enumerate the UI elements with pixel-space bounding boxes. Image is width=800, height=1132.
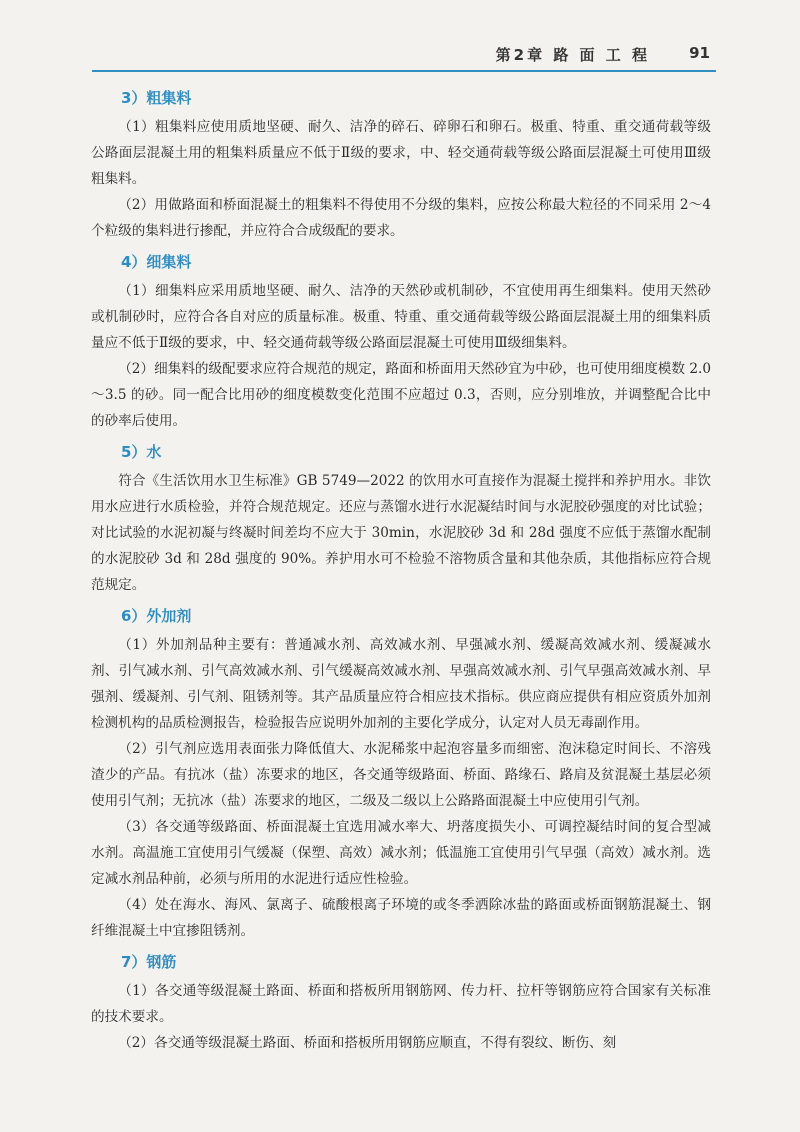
section-title-admixture: 6）外加剂	[121, 607, 192, 625]
paragraph: （2）各交通等级混凝土路面、桥面和搭板所用钢筋应顺直，不得有裂纹、断伤、刻	[118, 1035, 617, 1051]
section-title-water: 5）水	[121, 443, 162, 461]
section-title-fine-aggregate: 4）细集料	[121, 253, 192, 271]
paragraph: （2）引气剂应选用表面张力降低值大、水泥稀浆中起泡容量多而细密、泡沫稳定时间长、不溶残渣少的产品。有抗冰（盐）冻要求的地区，各交通等级路面、桥面、路缘石、路肩及贫混凝土基层必须使用引气剂；无抗冰（盐）冻要求的地区，二级及二级以上公路路面混凝土中应使用引气剂。	[91, 741, 711, 809]
paragraph: （2）细集料的级配要求应符合规范的规定，路面和桥面用天然砂宜为中砂，也可使用细度模数 2.0～3.5 的砂。同一配合比用砂的细度模数变化范围不应超过 0.3，否则，应分别堆放，并调整配合比中的砂率后使用。	[91, 361, 711, 429]
section-title-coarse-aggregate: 3）粗集料	[121, 89, 192, 107]
paragraph: （4）处在海水、海风、氯离子、硫酸根离子环境的或冬季洒除冰盐的路面或桥面钢筋混凝土、钢纤维混凝土中宜掺阻锈剂。	[91, 897, 711, 939]
paragraph: 符合《生活饮用水卫生标准》GB 5749—2022 的饮用水可直接作为混凝土搅拌和养护用水。非饮用水应进行水质检验，并符合规范规定。还应与蒸馏水进行水泥凝结时间与水泥胶砂强度的对比试验；对比试验的水泥初凝与终凝时间差均不应大于 30min，水泥胶砂 3d 和 28d 强度不应低于蒸馏水配制的水泥胶砂 3d 和 28d 强度的 90%。养护用水可不检验不溶物质含量和其他杂质，其他指标应符合规范规定。	[91, 473, 711, 593]
chapter-title: 第2章 路 面 工 程	[495, 46, 650, 64]
page-header	[0, 0, 800, 74]
paragraph: （1）细集料应采用质地坚硬、耐久、洁净的天然砂或机制砂，不宜使用再生细集料。使用天然砂或机制砂时，应符合各自对应的质量标准。极重、特重、重交通荷载等级公路面层混凝土用的细集料质量应不低于Ⅱ级的要求，中、轻交通荷载等级公路面层混凝土可使用Ⅲ级细集料。	[91, 283, 711, 351]
paragraph: （1）外加剂品种主要有：普通减水剂、高效减水剂、早强减水剂、缓凝高效减水剂、缓凝减水剂、引气减水剂、引气高效减水剂、引气缓凝高效减水剂、早强高效减水剂、引气早强高效减水剂、早强剂、缓凝剂、引气剂、阻锈剂等。其产品质量应符合相应技术指标。供应商应提供有相应资质外加剂检测机构的品质检测报告，检验报告应说明外加剂的主要化学成分，认定对人员无毒副作用。	[91, 637, 711, 731]
paragraph: （1）粗集料应使用质地坚硬、耐久、洁净的碎石、碎卵石和卵石。极重、特重、重交通荷载等级公路面层混凝土用的粗集料质量应不低于Ⅱ级的要求，中、轻交通荷载等级公路面层混凝土可使用Ⅲ级粗集料。	[91, 119, 711, 187]
paragraph: （3）各交通等级路面、桥面混凝土宜选用减水率大、坍落度损失小、可调控凝结时间的复合型减水剂。高温施工宜使用引气缓凝（保塑、高效）减水剂；低温施工宜使用引气早强（高效）减水剂。选定减水剂品种前，必须与所用的水泥进行适应性检验。	[91, 819, 711, 887]
paragraph: （2）用做路面和桥面混凝土的粗集料不得使用不分级的集料，应按公称最大粒径的不同采用 2～4 个粒级的集料进行掺配，并应符合合成级配的要求。	[91, 197, 711, 239]
section-title-steel-bar: 7）钢筋	[121, 953, 177, 971]
header-rule	[92, 70, 716, 72]
paragraph: （1）各交通等级混凝土路面、桥面和搭板所用钢筋网、传力杆、拉杆等钢筋应符合国家有关标准的技术要求。	[91, 983, 711, 1025]
page-number: 91	[689, 44, 710, 62]
page-body	[91, 80, 711, 1056]
